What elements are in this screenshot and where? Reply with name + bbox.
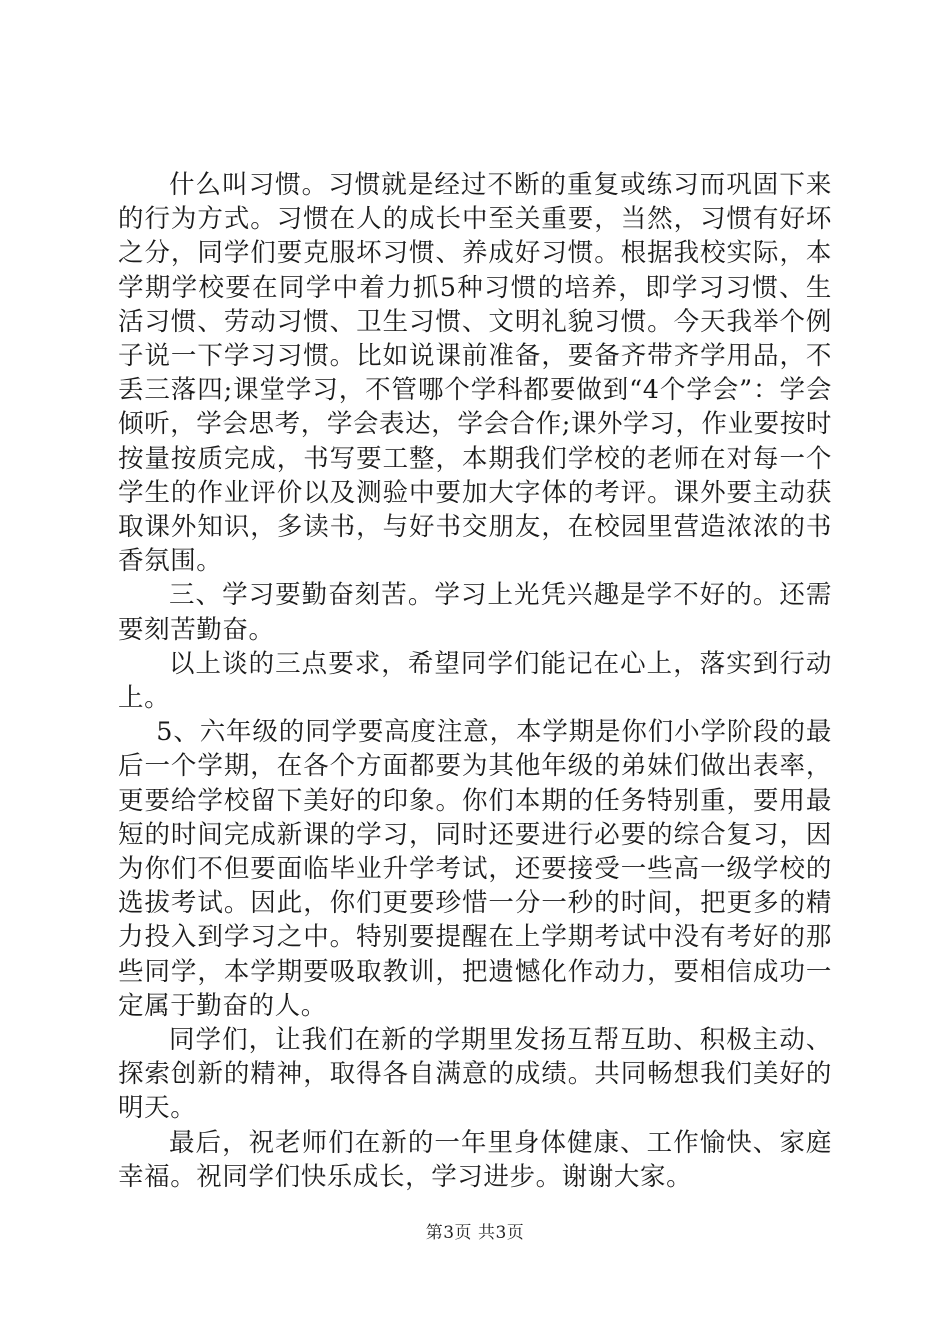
paragraph-diligence: 三、学习要勤奋刻苦。学习上光凭兴趣是学不好的。还需要刻苦勤奋。 bbox=[118, 580, 832, 645]
paragraph-sixth-grade: 5、六年级的同学要高度注意，本学期是你们小学阶段的最后一个学期，在各个方面都要为其他年级的弟妹们做出表率，更要给学校留下美好的印象。你们本期的任务特别重，要用最短的时间完成新课的学习，同时还要进行必要的综合复习，因为你们不但要面临毕业升学考试，还要接受一些高一级学校的选拔考试。因此，你们更要珍惜一分一秒的时间，把更多的精力投入到学习之中。特别要提醒在上学期考试中没有考好的那些同学，本学期要吸取教训，把遗憾化作动力，要相信成功一定属于勤奋的人。 bbox=[118, 717, 832, 1021]
document-body bbox=[118, 168, 832, 1194]
paragraph-habits: 什么叫习惯。习惯就是经过不断的重复或练习而巩固下来的行为方式。习惯在人的成长中至关重要，当然，习惯有好坏之分，同学们要克服坏习惯、养成好习惯。根据我校实际，本学期学校要在同学中着力抓5种习惯的培养，即学习习惯、生活习惯、劳动习惯、卫生习惯、文明礼貌习惯。今天我举个例子说一下学习习惯。比如说课前准备，要备齐带齐学用品，不丢三落四;课堂学习，不管哪个学科都要做到“4个学会”：学会倾听，学会思考，学会表达，学会合作;课外学习，作业要按时按量按质完成，书写要工整，本期我们学校的老师在对每一个学生的作业评价以及测验中要加大字体的考评。课外要主动获取课外知识，多读书，与好书交朋友，在校园里营造浓浓的书香氛围。 bbox=[118, 170, 832, 577]
paragraph-closing: 最后，祝老师们在新的一年里身体健康、工作愉快、家庭幸福。祝同学们快乐成长，学习进步。谢谢大家。 bbox=[118, 1127, 832, 1192]
page-footer: 第3页 共3页 bbox=[425, 1223, 525, 1243]
paragraph-three-requirements: 以上谈的三点要求，希望同学们能记在心上，落实到行动上。 bbox=[118, 648, 832, 714]
paragraph-new-semester: 同学们，让我们在新的学期里发扬互帮互助、积极主动、探索创新的精神，取得各自满意的成绩。共同畅想我们美好的明天。 bbox=[118, 1025, 832, 1124]
